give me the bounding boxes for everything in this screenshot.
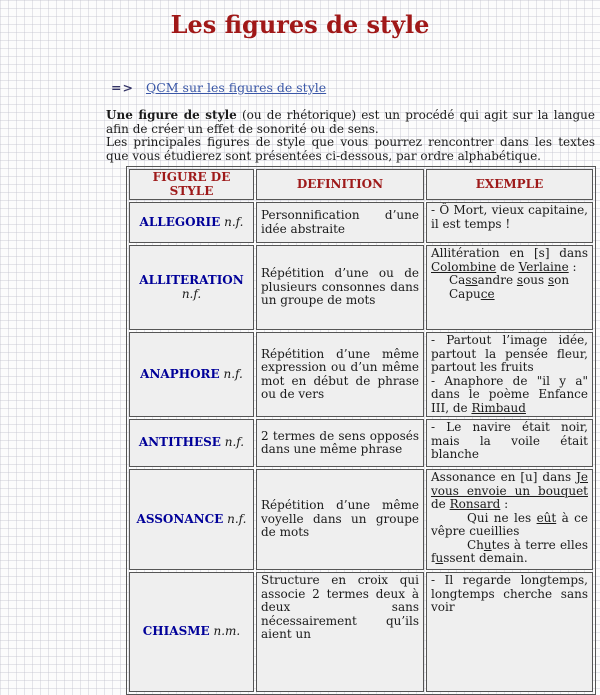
example-line: - Anaphore de "il y a" dans le poème Enfance III, de Rimbaud [431, 373, 588, 415]
example-cell [426, 419, 593, 467]
qcm-line [106, 80, 595, 95]
col-header-exemple: EXEMPLE [426, 169, 593, 200]
qcm-link[interactable]: QCM sur les figures de style [145, 80, 327, 95]
example-cell [426, 245, 593, 330]
figure-gender: n.f. [219, 366, 243, 381]
example-line: Allitération en [s] dans Colombine de Verlaine : [431, 246, 588, 274]
example-line: - Partout l’image idée, partout la pensée fleur, partout les fruits [431, 333, 588, 374]
figure-gender: n.f. [181, 286, 202, 301]
definition-cell: 2 termes de sens opposés dans une même phrase [256, 419, 424, 467]
example-cell [426, 202, 593, 243]
table-row [129, 245, 593, 330]
figure-name: ALLEGORIE [139, 214, 221, 229]
table-row [129, 572, 593, 692]
definition-cell: Répétition d’une même voyelle dans un groupe de mots [256, 469, 424, 570]
table-row [129, 419, 593, 467]
example-cell [426, 332, 593, 417]
figure-name: ANTITHESE [138, 435, 221, 450]
figure-name: ALLITERATION [139, 273, 244, 287]
figures-table [126, 166, 596, 695]
definition-cell: Structure en croix qui associe 2 termes deux à deux sans nécessairement qu’ils aient un [256, 572, 424, 692]
example-line: - Le navire était noir, mais la voile était blanche [431, 420, 588, 461]
figure-name-cell [129, 469, 254, 570]
main-content [106, 80, 595, 695]
definition-cell: Répétition d’une même expression ou d’un même mot en début de phrase ou de vers [256, 332, 424, 417]
figure-name-cell [129, 419, 254, 467]
col-header-figure: FIGURE DE STYLE [129, 169, 254, 200]
example-line: - Ô Mort, vieux capitaine, il est temps ! [431, 203, 588, 231]
figure-gender: n.f. [220, 435, 245, 450]
figure-gender: n.f. [220, 214, 244, 229]
page-title: Les figures de style [170, 10, 430, 39]
figure-name-cell [129, 202, 254, 243]
intro-paragraph [106, 109, 595, 163]
col-header-definition: DEFINITION [256, 169, 424, 200]
example-line: Capuce [449, 286, 495, 301]
example-line: Qui ne les eût à ce vêpre cueillies [431, 510, 589, 538]
example-line: Assonance en [u] dans Je vous envoie un bouquet de Ronsard : [431, 470, 588, 511]
figure-gender: n.f. [223, 511, 247, 526]
figure-name: ASSONANCE [136, 511, 224, 526]
example-line: Chutes à terre elles fussent demain. [431, 537, 588, 565]
example-cell [426, 572, 593, 692]
figure-gender: n.m. [209, 624, 241, 639]
intro-bold-lead: Une figure de style [106, 108, 237, 122]
table-row [129, 469, 593, 570]
intro-rest: (ou de rhétorique) est un procédé qui agit sur la langue afin de créer un effet de sonorité ou de sens. [106, 108, 595, 136]
figure-name-cell [129, 245, 254, 330]
figure-name-cell [129, 332, 254, 417]
table-header-row [129, 169, 593, 200]
example-line: Cassandre sous son [449, 273, 570, 287]
definition-cell: Personnification d’une idée abstraite [256, 202, 424, 243]
figure-name-cell [129, 572, 254, 692]
example-line: - Il regarde longtemps, longtemps cherche sans voir [431, 573, 588, 614]
definition-cell: Répétition d’une ou de plusieurs consonnes dans un groupe de mots [256, 245, 424, 330]
example-cell [426, 469, 593, 570]
table-row [129, 202, 593, 243]
figure-name: CHIASME [142, 624, 210, 639]
figure-name: ANAPHORE [140, 366, 220, 381]
arrow-icon: => [111, 80, 134, 95]
table-row [129, 332, 593, 417]
intro-line2: Les principales figures de style que vous pourrez rencontrer dans les textes que vous étudierez sont présentées ci-dessous, par ordre alphabétique. [106, 135, 595, 163]
